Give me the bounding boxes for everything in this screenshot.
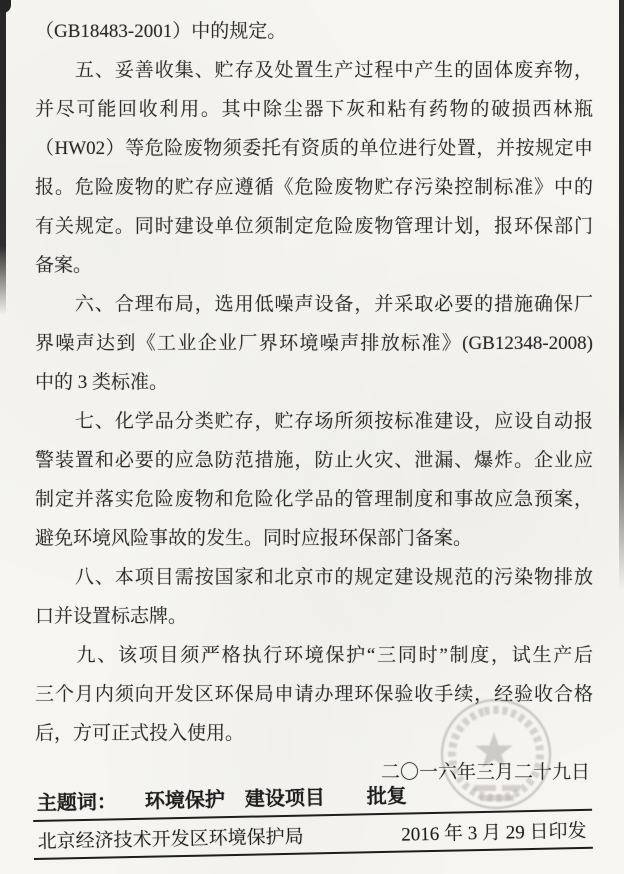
body-line: 避免环境风险事故的发生。同时应报环保部门备案。 [35, 528, 473, 549]
body-line: 界噪声达到《工业企业厂界环境噪声排放标准》(GB12348-2008) [35, 333, 593, 354]
body-line: （GB18483-2001）中的规定。 [35, 21, 287, 42]
subject-label: 主题词： [36, 791, 118, 815]
body-line: 八、本项目需按国家和北京市的规定建设规范的污染物排放 [35, 567, 593, 588]
body-line: 七、化学品分类贮存，贮存场所须按标准建设，应设自动报 [35, 411, 593, 432]
subject-keyword-2: 建设项目 [244, 787, 326, 811]
subject-keyword-1: 环境保护 [144, 789, 226, 813]
scan-edge-artifact-left [0, 0, 6, 315]
body-line: 九、该项目须严格执行环境保护“三同时”制度，试生产后 [35, 645, 593, 666]
body-line: 警装置和必要的应急防范措施，防止火灾、泄漏、爆炸。企业应 [35, 450, 593, 471]
print-date: 2016 年 3 月 29 日印发 [401, 820, 587, 846]
body-line: 有关规定。同时建设单位须制定危险废物管理计划，报环保部门 [35, 216, 593, 237]
body-line: 口并设置标志牌。 [35, 606, 188, 627]
body-line: 五、妥善收集、贮存及处置生产过程中产生的固体废弃物， [35, 60, 593, 81]
scan-edge-artifact-right [619, 0, 624, 590]
body-line: 二〇一六年三月二十九日 [380, 762, 590, 783]
body-line: 三个月内须向开发区环保局申请办理环保验收手续，经验收合格 [35, 684, 593, 705]
body-line: 备案。 [35, 255, 93, 276]
body-line: 后，方可正式投入使用。 [35, 723, 245, 744]
issuer-name: 北京经济技术开发区环境保护局 [37, 826, 304, 853]
body-line: 报。危险废物的贮存应遵循《危险废物贮存污染控制标准》中的 [35, 177, 593, 198]
document-footer-area [33, 780, 593, 860]
subject-keyword-3: 批复 [366, 785, 408, 809]
body-line: 六、合理布局，选用低噪声设备，并采取必要的措施确保厂 [35, 294, 593, 315]
body-line: （HW02）等危险废物须委托有资质的单位进行处置，并按规定申 [35, 138, 593, 159]
body-line: 制定并落实危险废物和危险化学品的管理制度和事故应急预案， [35, 489, 593, 510]
body-line: 中的 3 类标准。 [35, 372, 169, 393]
scan-corner-artifact [0, 0, 11, 13]
document-body [35, 12, 593, 792]
body-line: 并尽可能回收利用。其中除尘器下灰和粘有药物的破损西林瓶 [35, 99, 593, 120]
